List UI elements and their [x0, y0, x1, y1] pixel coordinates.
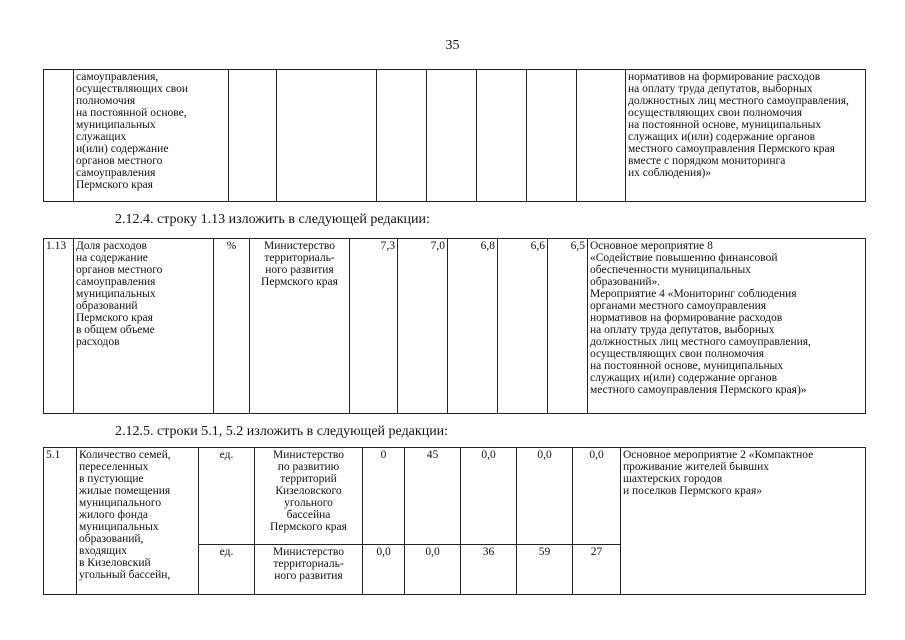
table-row	[44, 239, 866, 414]
value-cell: 6,5	[548, 239, 588, 414]
empty-cell	[44, 70, 74, 202]
ministry-cell: Министерство территориаль- ного развития Пермского края	[250, 239, 350, 414]
row-number: 5.1	[44, 448, 77, 595]
value-cell: 0,0	[363, 545, 405, 595]
table-row	[44, 448, 866, 545]
value-cell: 0	[363, 448, 405, 545]
value-cell: 0,0	[405, 545, 461, 595]
value-cell: 59	[517, 545, 573, 595]
instruction-caption: 2.12.5. строки 5.1, 5.2 изложить в следующей редакции:	[115, 424, 449, 439]
empty-cell	[527, 70, 577, 202]
measure-cell: Основное мероприятие 8 «Содействие повышению финансовой обеспеченности муниципальных образований». Мероприятие 4 «Мониторинг соблюдения органами местного самоуправления нормативов на формирование расходов на оплату труда депутатов, выборных должностных лиц местного самоуправления, осуществляющих свои полномочия на постоянной основе, муниципальных служащих и(или) содержание органов местного самоуправления Пермского края)»	[588, 239, 866, 414]
row-number: 1.13	[44, 239, 74, 414]
value-cell: 0,0	[517, 448, 573, 545]
indicator-name-cell: самоуправления, осуществляющих свои полномочия на постоянной основе, муниципальных служащих и(или) содержание органов местного самоуправления Пермского края	[74, 70, 229, 202]
empty-cell	[229, 70, 277, 202]
empty-cell	[277, 70, 377, 202]
value-cell: 7,3	[350, 239, 398, 414]
empty-cell	[427, 70, 477, 202]
value-cell: 6,6	[498, 239, 548, 414]
table-row	[44, 70, 866, 202]
empty-cell	[377, 70, 427, 202]
table-rows-5-1-5-2	[43, 447, 866, 595]
empty-cell	[577, 70, 626, 202]
value-cell: 0,0	[573, 448, 621, 545]
unit-cell: ед.	[199, 448, 255, 545]
table-row-1-13	[43, 238, 866, 414]
value-cell: 45	[405, 448, 461, 545]
indicator-name-cell: Количество семей, переселенных в пустующие жилые помещения муниципального жилого фонда муниципальных образований, входящих в Кизеловский угольный бассейн,	[77, 448, 199, 595]
value-cell: 27	[573, 545, 621, 595]
value-cell: 0,0	[461, 448, 517, 545]
unit-cell: %	[214, 239, 250, 414]
table-continuation	[43, 69, 866, 202]
instruction-caption: 2.12.4. строку 1.13 изложить в следующей редакции:	[115, 212, 430, 227]
empty-cell	[477, 70, 527, 202]
ministry-cell: Министерство территориаль- ного развития	[255, 545, 363, 595]
indicator-name-cell: Доля расходов на содержание органов местного самоуправления муниципальных образований Пермского края в общем объеме расходов	[74, 239, 214, 414]
unit-cell: ед.	[199, 545, 255, 595]
page-number: 35	[445, 38, 460, 53]
measure-cell: Основное мероприятие 2 «Компактное проживание жителей бывших шахтерских городов и поселков Пермского края»	[621, 448, 866, 595]
value-cell: 6,8	[448, 239, 498, 414]
value-cell: 7,0	[398, 239, 448, 414]
ministry-cell: Министерство по развитию территорий Кизеловского угольного бассейна Пермского края	[255, 448, 363, 545]
value-cell: 36	[461, 545, 517, 595]
measure-cell: нормативов на формирование расходов на оплату труда депутатов, выборных должностных лиц местного самоуправления, осуществляющих свои полномочия на постоянной основе, муниципальных служащих и(или) содержание органов местного самоуправления Пермского края вместе с порядком мониторинга их соблюдения)»	[626, 70, 866, 202]
